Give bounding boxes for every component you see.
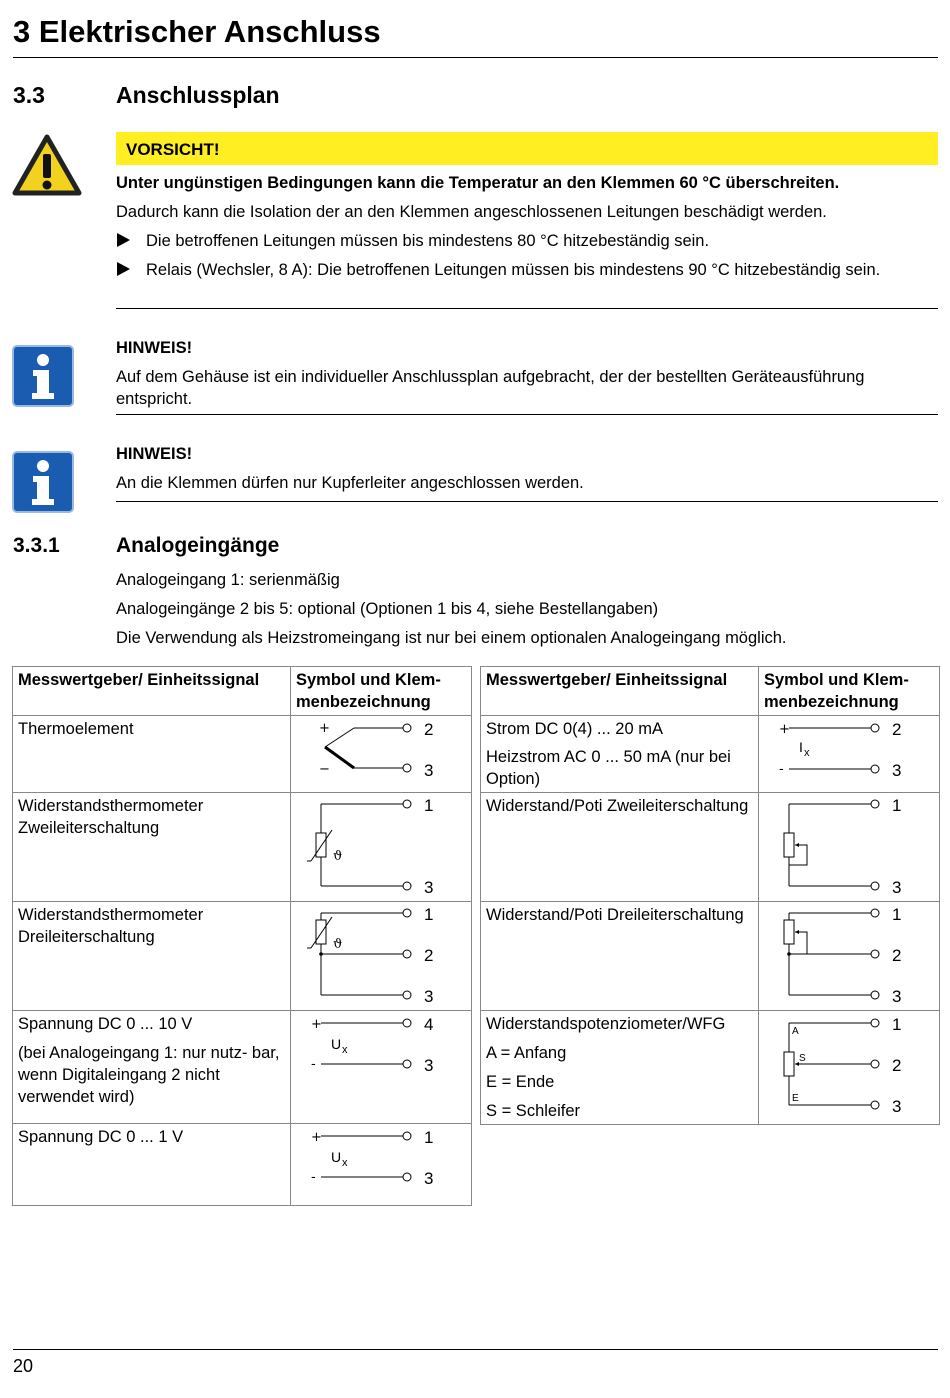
note-2-rule	[116, 501, 938, 502]
table-row	[13, 716, 472, 793]
minus-sign: -	[311, 1057, 316, 1072]
sensor-name: Widerstandsthermometer Dreileiterschaltung	[13, 902, 291, 1011]
terminal-letter: E	[792, 1093, 799, 1104]
terminal-label: 2	[424, 946, 434, 965]
voltage-1v-symbol	[291, 1124, 472, 1206]
terminal-label: 1	[424, 905, 434, 924]
voltage-symbol: U	[331, 1036, 342, 1052]
plus-sign: +	[319, 721, 330, 736]
caution-label: VORSICHT!	[126, 140, 220, 159]
sensor-note: Heizstrom AC 0 ... 50 mA (nur bei Option)	[486, 748, 731, 788]
terminal-letter: A	[792, 1026, 799, 1037]
table-row	[481, 1011, 940, 1125]
terminal-label: 1	[424, 796, 434, 815]
subsection-title: Analogeingänge	[116, 534, 280, 557]
terminal-label: 3	[892, 987, 902, 1006]
terminal-label: 1	[424, 1128, 434, 1147]
table-row	[481, 902, 940, 1011]
left-connection-table	[12, 666, 472, 1206]
plus-sign: +	[779, 722, 790, 737]
right-connection-table	[480, 666, 940, 1125]
table-header-row	[481, 667, 940, 716]
subsection-number: 3.3.1	[13, 534, 60, 557]
caution-text: Dadurch kann die Isolation der an den Klemmen angeschlossenen Leitungen beschädigt werden.	[116, 203, 827, 221]
rtd-three-wire-symbol	[291, 902, 472, 1011]
table-row	[13, 1124, 472, 1206]
poti-three-wire-symbol	[759, 902, 940, 1011]
section-number: 3.3	[13, 82, 45, 108]
terminal-label: 4	[424, 1015, 434, 1034]
terminal-label: 2	[892, 720, 902, 739]
terminal-label: 3	[892, 878, 902, 897]
table-row	[481, 793, 940, 902]
wfg-potentiometer-symbol	[759, 1011, 940, 1125]
terminal-label: 3	[424, 987, 434, 1006]
caution-rule	[116, 308, 938, 309]
sensor-name: Spannung DC 0 ... 10 V	[18, 1015, 193, 1033]
caution-bullet-2: Relais (Wechsler, 8 A): Die betroffenen Leitungen müssen bis mindestens 90 °C hitzebeständig sein.	[146, 261, 881, 279]
header-rule	[13, 57, 938, 58]
terminal-label: 3	[892, 1097, 902, 1116]
table-row	[13, 793, 472, 902]
caution-headline: Unter ungünstigen Bedingungen kann die Temperatur an den Klemmen 60 °C überschreiten.	[116, 174, 840, 192]
terminal-letter: S	[799, 1053, 806, 1064]
legend-line: E = Ende	[486, 1073, 555, 1091]
sensor-name: Spannung DC 0 ... 1 V	[13, 1124, 291, 1206]
sensor-note: (bei Analogeingang 1: nur nutz- bar, wenn Digitaleingang 2 nicht verwendet wird)	[18, 1044, 280, 1106]
thermocouple-symbol	[291, 716, 472, 793]
terminal-label: 3	[424, 878, 434, 897]
sensor-name: Widerstand/Poti Dreileiterschaltung	[481, 902, 759, 1011]
caution-banner	[116, 132, 938, 165]
rtd-two-wire-symbol	[291, 793, 472, 902]
terminal-label: 1	[892, 905, 902, 924]
minus-sign: -	[779, 762, 784, 777]
theta-symbol: ϑ	[333, 937, 343, 952]
column-header-symbol: Symbol und Klem- menbezeichnung	[759, 667, 940, 716]
theta-symbol: ϑ	[333, 849, 343, 864]
plus-sign: +	[311, 1130, 322, 1145]
current-symbol	[759, 716, 940, 793]
sensor-name: Strom DC 0(4) ... 20 mA	[486, 720, 663, 738]
note-1-rule	[116, 414, 938, 415]
note-1-text: Auf dem Gehäuse ist ein individueller Anschlussplan aufgebracht, der der bestellten Geräteausführung entspricht.	[116, 368, 865, 408]
note-2-label: HINWEIS!	[116, 445, 193, 463]
sensor-name: Widerstand/Poti Zweileiterschaltung	[481, 793, 759, 902]
page-number: 20	[13, 1356, 34, 1376]
legend-line: A = Anfang	[486, 1044, 567, 1062]
minus-sign: -	[311, 1170, 316, 1185]
table-row	[13, 902, 472, 1011]
terminal-label: 1	[892, 1015, 902, 1034]
caution-bullet-1: Die betroffenen Leitungen müssen bis mindestens 80 °C hitzebeständig sein.	[146, 232, 710, 250]
terminal-label: 2	[892, 946, 902, 965]
bullet-arrow-icon	[117, 233, 130, 247]
subsection-line-2: Analogeingänge 2 bis 5: optional (Optionen 1 bis 4, siehe Bestellangaben)	[116, 600, 659, 618]
voltage-subscript: x	[342, 1044, 348, 1056]
plus-sign: +	[311, 1017, 322, 1032]
info-icon	[12, 451, 74, 513]
voltage-subscript: x	[342, 1157, 348, 1169]
terminal-label: 3	[892, 761, 902, 780]
table-header-row	[13, 667, 472, 716]
column-header-sensor: Messwertgeber/ Einheitssignal	[13, 667, 291, 716]
table-row	[481, 716, 940, 793]
column-header-sensor: Messwertgeber/ Einheitssignal	[481, 667, 759, 716]
chapter-title: 3 Elektrischer Anschluss	[13, 14, 381, 49]
subsection-line-3: Die Verwendung als Heizstromeingang ist nur bei einem optionalen Analogeingang möglich.	[116, 629, 787, 647]
sensor-name: Widerstandsthermometer Zweileiterschaltung	[13, 793, 291, 902]
terminal-label: 1	[892, 796, 902, 815]
terminal-label: 2	[424, 720, 434, 739]
terminal-label: 3	[424, 1056, 434, 1075]
note-1-label: HINWEIS!	[116, 339, 193, 357]
bullet-arrow-icon	[117, 262, 130, 276]
sensor-name: Widerstandspotenziometer/WFG	[486, 1015, 726, 1033]
voltage-10v-symbol	[291, 1011, 472, 1124]
info-icon	[12, 345, 74, 407]
section-title: Anschlussplan	[116, 82, 280, 108]
terminal-label: 2	[892, 1056, 902, 1075]
table-row	[13, 1011, 472, 1124]
poti-two-wire-symbol	[759, 793, 940, 902]
minus-sign: −	[319, 762, 330, 777]
warning-triangle-icon	[12, 134, 82, 196]
legend-line: S = Schleifer	[486, 1102, 581, 1120]
subsection-line-1: Analogeingang 1: serienmäßig	[116, 571, 340, 589]
voltage-symbol: U	[331, 1149, 342, 1165]
current-symbol-letter: I	[799, 739, 803, 755]
terminal-label: 3	[424, 1169, 434, 1188]
current-subscript: x	[804, 747, 810, 759]
sensor-name: Thermoelement	[13, 716, 291, 793]
terminal-label: 3	[424, 761, 434, 780]
column-header-symbol: Symbol und Klem- menbezeichnung	[291, 667, 472, 716]
footer-rule	[13, 1349, 938, 1350]
note-2-text: An die Klemmen dürfen nur Kupferleiter angeschlossen werden.	[116, 474, 584, 492]
